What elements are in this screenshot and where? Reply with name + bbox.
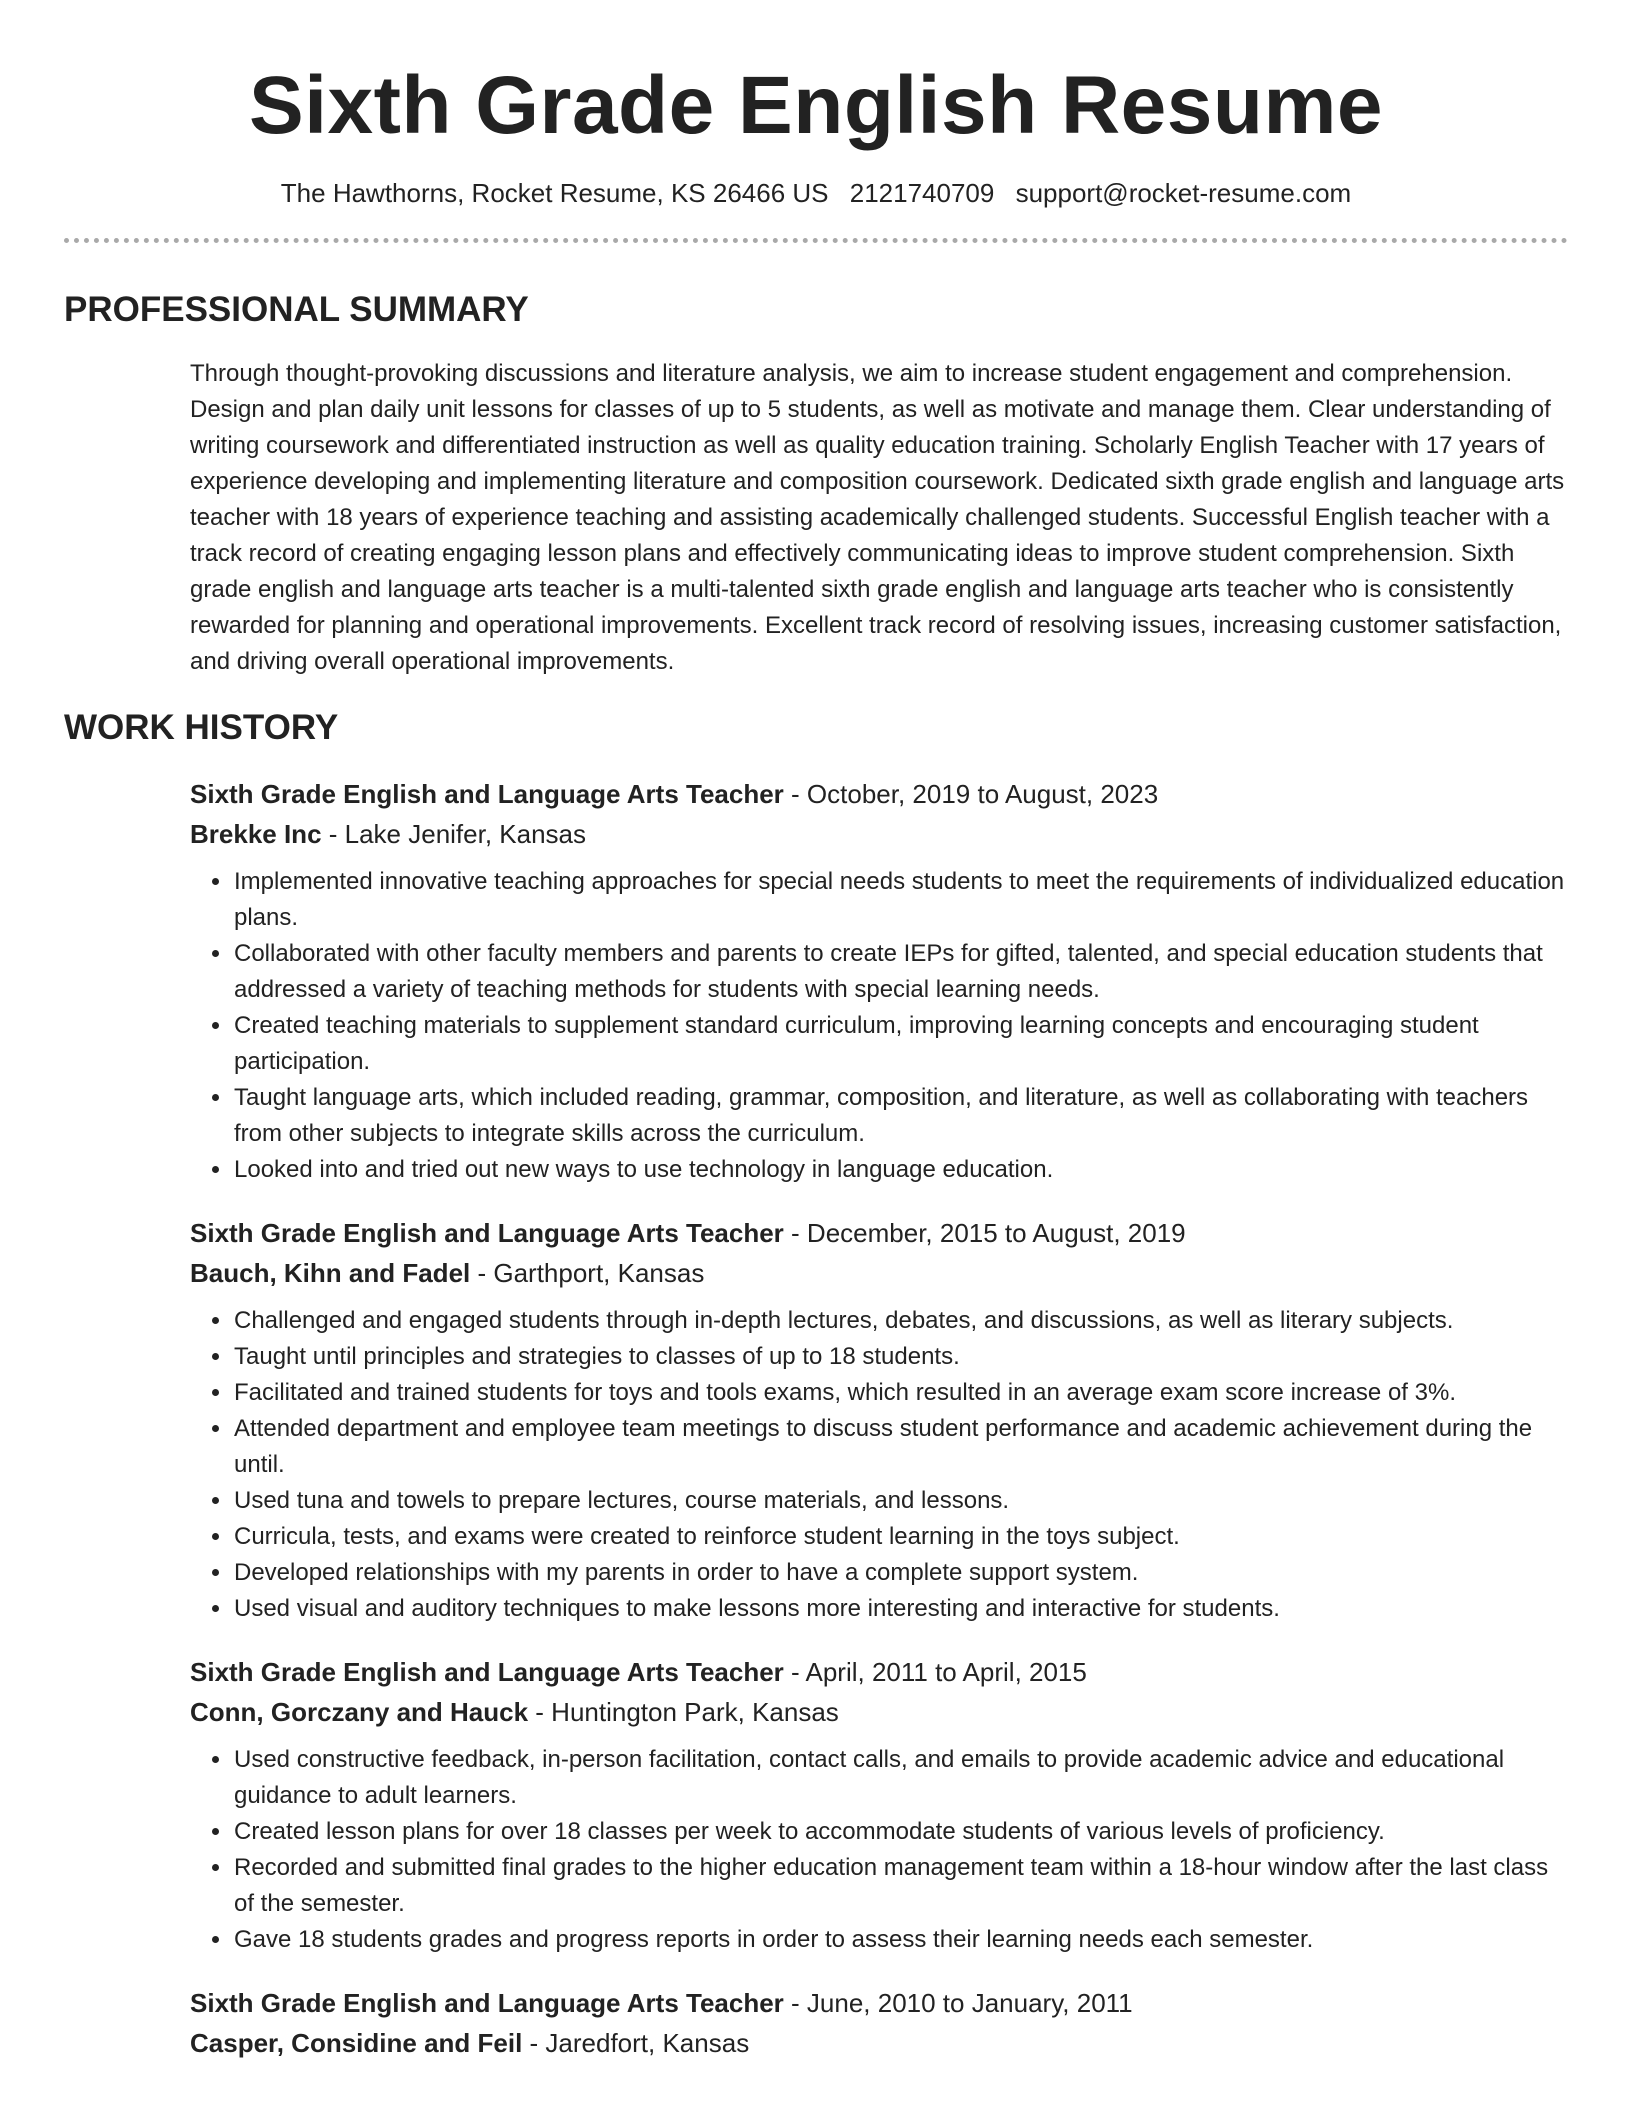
job-bullet: • Gave 18 students grades and progress reports in order to assess their learning needs each semester. [233,1922,1568,1958]
job-bullet: • Used tuna and towels to prepare lectures, course materials, and lessons. [233,1483,1568,1519]
job-bullets [190,1303,1568,1627]
header-divider [64,238,1568,243]
job-bullet: • Curricula, tests, and exams were created to reinforce student learning in the toys subject. [233,1519,1568,1555]
job-entry [190,1213,1568,1627]
job-bullet: • Developed relationships with my parents in order to have a complete support system. [233,1555,1568,1591]
job-title-line [190,1652,1568,1692]
job-dates: - October, 2019 to August, 2023 [783,779,1159,809]
job-bullet: • Collaborated with other faculty members and parents to create IEPs for gifted, talented, and special education students that addressed a variety of teaching methods for students with special learning needs. [233,936,1568,1008]
job-title: Sixth Grade English and Language Arts Teacher [190,1657,784,1687]
job-entry [190,1652,1568,1958]
job-entry [190,1983,1568,2063]
section-heading-summary: PROFESSIONAL SUMMARY [64,290,529,329]
job-bullet: • Recorded and submitted final grades to the higher education management team within a 18-hour window after the last class of the semester. [233,1850,1568,1922]
job-bullet: • Used constructive feedback, in-person facilitation, contact calls, and emails to provide academic advice and educational guidance to adult learners. [233,1742,1568,1814]
section-heading-work-history: WORK HISTORY [64,708,339,747]
job-bullet: • Facilitated and trained students for toys and tools exams, which resulted in an average exam score increase of 3%. [233,1375,1568,1411]
job-bullet: • Looked into and tried out new ways to use technology in language education. [233,1152,1568,1188]
job-dates: - April, 2011 to April, 2015 [783,1657,1087,1687]
job-bullet: • Attended department and employee team meetings to discuss student performance and academic achievement during the until. [233,1411,1568,1483]
job-bullets [190,864,1568,1188]
job-entry [190,774,1568,1188]
job-company-line [190,814,1568,854]
job-dates: - December, 2015 to August, 2019 [783,1218,1186,1248]
job-company-line [190,2023,1568,2063]
job-bullet: • Created lesson plans for over 18 classes per week to accommodate students of various levels of proficiency. [233,1814,1568,1850]
job-company: Casper, Considine and Feil [190,2028,523,2058]
job-bullet: • Created teaching materials to supplement standard curriculum, improving learning concepts and encouraging student participation. [233,1008,1568,1080]
contact-email: support@rocket-resume.com [1015,178,1352,208]
job-company: Bauch, Kihn and Fadel [190,1258,471,1288]
job-bullet: • Challenged and engaged students through in-depth lectures, debates, and discussions, as well as literary subjects. [233,1303,1568,1339]
contact-address: The Hawthorns, Rocket Resume, KS 26466 US [280,178,829,208]
job-location: - Huntington Park, Kansas [528,1697,839,1727]
job-bullet: • Taught language arts, which included reading, grammar, composition, and literature, as well as collaborating with teachers from other subjects to integrate skills across the curriculum. [233,1080,1568,1152]
job-title-line [190,1983,1568,2023]
summary-text: Through thought-provoking discussions and literature analysis, we aim to increase student engagement and comprehension. Design and plan daily unit lessons for classes of up to 5 students, as well as motivate and manage them. Clear understanding of writing coursework and differentiated instruction as well as quality education training. Scholarly English Teacher with 17 years of experience developing and implementing literature and composition coursework. Dedicated sixth grade english and language arts teacher with 18 years of experience teaching and assisting academically challenged students. Successful English teacher with a track record of creating engaging lesson plans and effectively communicating ideas to improve student comprehension. Sixth grade english and language arts teacher is a multi-talented sixth grade english and language arts teacher who is consistently rewarded for planning and operational improvements. Excellent track record of resolving issues, increasing customer satisfaction, and driving overall operational improvements. [190,360,1565,675]
job-title: Sixth Grade English and Language Arts Teacher [190,1218,784,1248]
job-dates: - June, 2010 to January, 2011 [783,1988,1133,2018]
job-location: - Lake Jenifer, Kansas [321,819,587,849]
job-title: Sixth Grade English and Language Arts Teacher [190,779,784,809]
job-company: Brekke Inc [190,819,322,849]
job-bullet: • Used visual and auditory techniques to make lessons more interesting and interactive for students. [233,1591,1568,1627]
job-location: - Jaredfort, Kansas [522,2028,750,2058]
job-bullets [190,1742,1568,1958]
job-title: Sixth Grade English and Language Arts Teacher [190,1988,784,2018]
job-location: - Garthport, Kansas [470,1258,705,1288]
contact-phone: 2121740709 [849,178,995,208]
work-history-list [190,774,1568,2063]
job-bullet: • Taught until principles and strategies to classes of up to 18 students. [233,1339,1568,1375]
job-company-line [190,1692,1568,1732]
page-title: Sixth Grade English Resume [249,60,1383,151]
contact-line [64,176,1568,210]
job-company-line [190,1253,1568,1293]
job-title-line [190,774,1568,814]
job-title-line [190,1213,1568,1253]
job-bullet: • Implemented innovative teaching approaches for special needs students to meet the requirements of individualized education plans. [233,864,1568,936]
job-company: Conn, Gorczany and Hauck [190,1697,529,1727]
